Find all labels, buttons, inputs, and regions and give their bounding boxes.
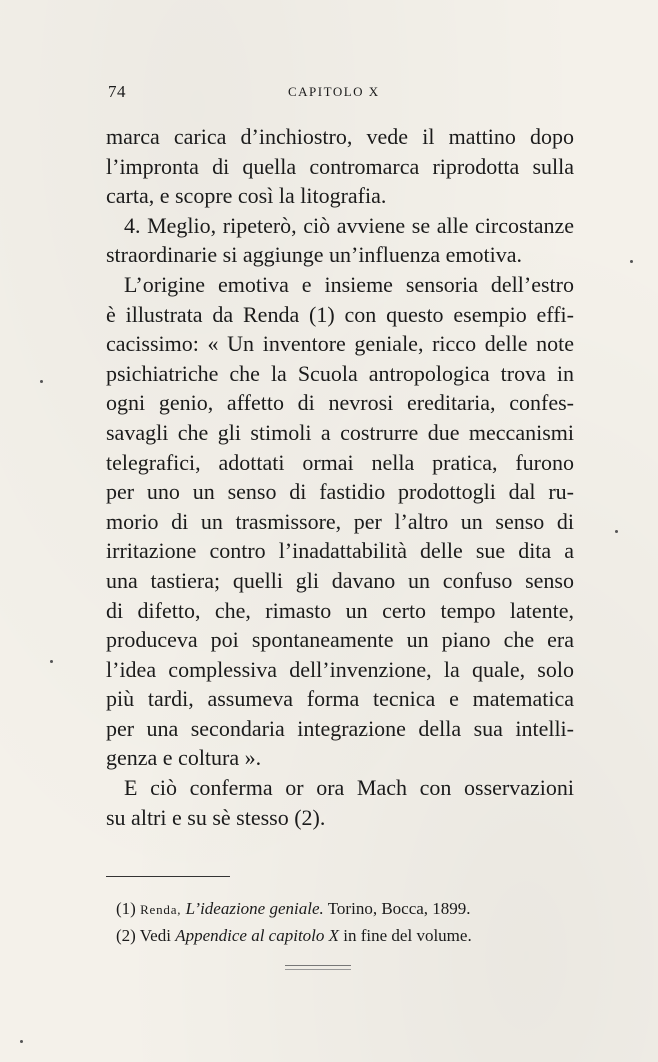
running-head: CAPITOLO X [288,84,380,99]
end-ornament [285,965,351,970]
text-line: morio di un trasmissore, per l’altro un senso di [106,508,574,534]
footnote-1 [116,896,576,923]
paper-speck [40,380,43,383]
paper-speck [630,260,633,263]
text-line: per uno un senso di fastidio prodottogli dal ru- [106,479,574,505]
text-line: cacissimo: « Un inventore geniale, ricco delle note [106,331,574,357]
page-number: 74 [108,82,126,101]
text-line: più tardi, assumeva forma tecnica e matematica [106,686,574,712]
footnote-lead: Vedi [139,926,171,945]
text-line: produceva poi spontaneamente un piano che era [106,627,574,653]
text-line: irritazione contro l’inadattabilità delle sue dita a [106,538,574,564]
text-line: una tastiera; quelli gli davano un confuso senso [106,567,574,593]
text-line: E ciò conferma or ora Mach con osservazioni [124,775,574,801]
text-line: per una secondaria integrazione della sua intelli- [106,715,574,741]
text-line: savagli che gli stimoli a costrurre due meccanismi [106,419,574,445]
text-line: l’idea complessiva dell’invenzione, la quale, solo [106,656,574,682]
text-line: ogni genio, affetto di nevrosi ereditaria, confes- [106,390,574,416]
footnote-title: L’ideazione geniale. [185,899,324,918]
paper-speck [20,1040,23,1043]
text-line: psichiatriche che la Scuola antropologica trova in [106,360,574,386]
footnotes [116,896,576,949]
text-line: genza e coltura ». [106,745,262,771]
text-line: 4. Meglio, ripeterò, ciò avviene se alle circostanze [124,212,574,238]
footnote-marker: (2) [116,926,136,945]
text-line: marca carica d’inchiostro, vede il mattino dopo [106,124,574,149]
footnote-separator [106,876,230,877]
text-line: telegrafici, adottati ormai nella pratica, furono [106,449,574,475]
footnote-2 [116,923,576,949]
footnote-author: Renda, [140,902,182,917]
page-header [108,82,578,108]
text-line: L’origine emotiva e insieme sensoria dell’estro [124,271,574,297]
footnote-publication: Torino, Bocca, 1899. [327,899,471,918]
paper-speck [50,660,53,663]
paper-speck [615,530,618,533]
footnote-rest: in fine del volume. [343,926,472,945]
text-line: straordinarie si aggiunge un’influenza emotiva. [106,242,523,268]
text-line: su altri e su sè stesso (2). [106,804,326,830]
text-line: è illustrata da Renda (1) con questo esempio effi- [106,301,574,327]
text-line: carta, e scopre così la litografia. [106,183,387,209]
footnote-marker: (1) [116,899,136,918]
text-line: di difetto, che, rimasto un certo tempo latente, [106,597,574,623]
footnote-title: Appendice al capitolo X [175,926,340,945]
text-line: l’impronta di quella contromarca riprodotta sulla [106,153,574,179]
body-text [106,122,574,832]
